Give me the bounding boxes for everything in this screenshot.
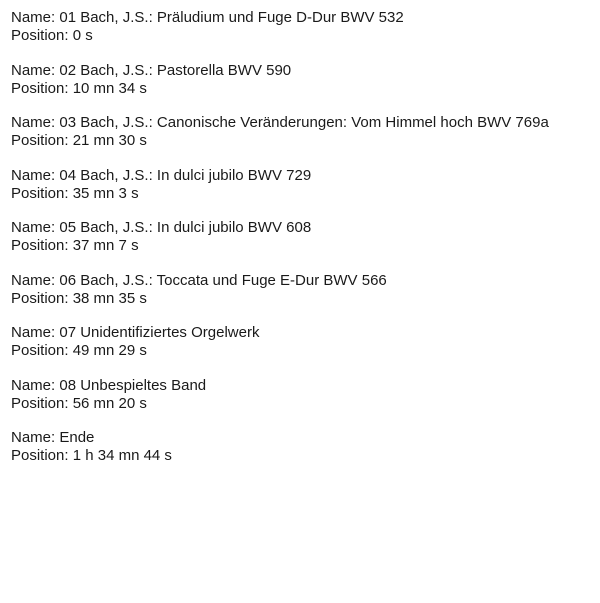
track-position: 35 mn 3 s	[72, 184, 139, 202]
track-name-line	[11, 167, 600, 185]
track-entry	[11, 62, 600, 98]
track-entry	[11, 219, 600, 255]
name-label: Name:	[11, 166, 60, 184]
track-position: 0 s	[72, 27, 93, 44]
name-label: Name:	[11, 271, 60, 289]
name-label: Name:	[11, 219, 60, 236]
track-position: 1 h 34 mn 44 s	[72, 447, 172, 464]
track-name: 06 Bach, J.S.: Toccata und Fuge E-Dur BWV 566	[59, 271, 387, 289]
track-name: 03 Bach, J.S.: Canonische Veränderungen: Vom Himmel hoch BWV 769a	[59, 114, 549, 131]
track-name-line	[11, 114, 600, 132]
name-label: Name:	[11, 61, 60, 79]
track-position-line	[11, 447, 600, 465]
name-label: Name:	[11, 429, 60, 446]
track-entry	[11, 167, 600, 203]
track-name-line	[11, 324, 600, 342]
position-label: Position:	[11, 132, 73, 149]
track-name-line	[11, 62, 600, 80]
track-name: 02 Bach, J.S.: Pastorella BWV 590	[59, 61, 292, 79]
name-label: Name:	[11, 9, 60, 26]
track-position: 37 mn 7 s	[72, 237, 139, 254]
track-entry	[11, 9, 600, 45]
track-entry	[11, 324, 600, 360]
position-label: Position:	[11, 184, 73, 202]
track-name-line	[11, 9, 600, 27]
track-name: 08 Unbespieltes Band	[59, 376, 207, 394]
track-position: 38 mn 35 s	[72, 289, 147, 307]
track-position-line	[11, 395, 600, 413]
position-label: Position:	[11, 447, 73, 464]
track-position-line	[11, 27, 600, 45]
track-list	[11, 9, 600, 482]
track-entry	[11, 272, 600, 308]
position-label: Position:	[11, 394, 73, 412]
track-position: 49 mn 29 s	[72, 342, 147, 359]
track-position-line	[11, 290, 600, 308]
track-position: 10 mn 34 s	[72, 79, 147, 97]
position-label: Position:	[11, 79, 73, 97]
track-entry	[11, 377, 600, 413]
name-label: Name:	[11, 324, 60, 341]
track-name: 05 Bach, J.S.: In dulci jubilo BWV 608	[59, 219, 312, 236]
track-position-line	[11, 80, 600, 98]
track-entry	[11, 114, 600, 150]
position-label: Position:	[11, 289, 73, 307]
name-label: Name:	[11, 376, 60, 394]
track-name: 01 Bach, J.S.: Präludium und Fuge D-Dur BWV 532	[59, 9, 404, 26]
track-name-line	[11, 429, 600, 447]
track-position: 21 mn 30 s	[72, 132, 147, 149]
position-label: Position:	[11, 342, 73, 359]
track-name-line	[11, 272, 600, 290]
track-entry	[11, 429, 600, 465]
name-label: Name:	[11, 114, 60, 131]
track-name-line	[11, 377, 600, 395]
track-position-line	[11, 342, 600, 360]
track-position-line	[11, 132, 600, 150]
track-name: 07 Unidentifiziertes Orgelwerk	[59, 324, 260, 341]
position-label: Position:	[11, 237, 73, 254]
track-position-line	[11, 237, 600, 255]
track-name: 04 Bach, J.S.: In dulci jubilo BWV 729	[59, 166, 312, 184]
position-label: Position:	[11, 27, 73, 44]
track-position: 56 mn 20 s	[72, 394, 147, 412]
track-name-line	[11, 219, 600, 237]
track-name: Ende	[59, 429, 95, 446]
track-position-line	[11, 185, 600, 203]
